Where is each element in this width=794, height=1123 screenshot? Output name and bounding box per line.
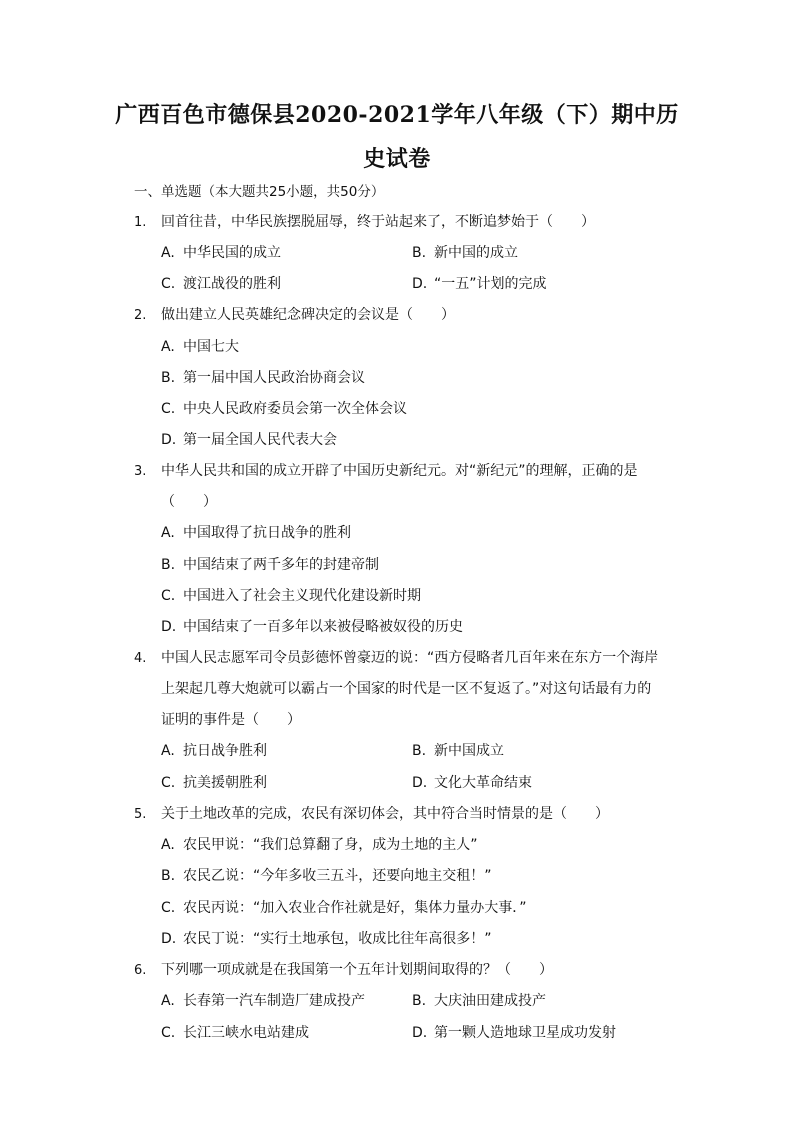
option: C. 农民丙说：“加入农业合作社就是好，集体力量办大事．”	[161, 900, 527, 916]
question-number: 4.	[134, 651, 147, 666]
option: B. 大庆油田建成投产	[412, 993, 546, 1009]
question-number: 5.	[134, 807, 147, 822]
option: A. 中华民国的成立	[161, 245, 281, 261]
option: C. 长江三峡水电站建成	[161, 1025, 309, 1041]
question-text: 关于土地改革的完成，农民有深切体会，其中符合当时情景的是（ ）	[161, 806, 609, 822]
option: D. 中国结束了一百多年以来被侵略被奴役的历史	[161, 619, 463, 635]
option: D. 农民丁说：“实行土地承包，收成比往年高很多！”	[161, 931, 492, 947]
option: B. 新中国的成立	[412, 245, 518, 261]
option: A. 中国七大	[161, 339, 239, 355]
question-number: 6.	[134, 963, 147, 978]
option: B. 农民乙说：“今年多收三五斗，还要向地主交租！”	[161, 868, 492, 884]
option: D. 文化大革命结束	[412, 775, 532, 791]
option: D. “一五”计划的完成	[412, 276, 547, 292]
exam-title-line-2: 史试卷	[363, 146, 431, 172]
question-text: 中国人民志愿军司令员彭德怀曾豪迈的说：“西方侵略者几百年来在东方一个海岸	[161, 650, 659, 666]
option: D. 第一届全国人民代表大会	[161, 432, 337, 448]
option: A. 农民甲说：“我们总算翻了身，成为土地的主人”	[161, 837, 478, 853]
question-text-continued: 证明的事件是（ ）	[161, 712, 301, 728]
option: C. 渡江战役的胜利	[161, 276, 281, 292]
option: A. 长春第一汽车制造厂建成投产	[161, 993, 365, 1009]
question-text: 下列哪一项成就是在我国第一个五年计划期间取得的？（ ）	[161, 962, 553, 978]
option: C. 抗美援朝胜利	[161, 775, 267, 791]
question-text-continued: 上架起几尊大炮就可以霸占一个国家的时代是一区不复返了。”对这句话最有力的	[161, 681, 652, 697]
option: B. 中国结束了两千多年的封建帝制	[161, 557, 379, 573]
question-number: 1.	[134, 215, 147, 230]
question-text: 做出建立人民英雄纪念碑决定的会议是（ ）	[161, 307, 455, 323]
option: D. 第一颗人造地球卫星成功发射	[412, 1025, 616, 1041]
option: A. 抗日战争胜利	[161, 743, 267, 759]
question-text: 回首往昔，中华民族摆脱屈辱，终于站起来了，不断追梦始于（ ）	[161, 214, 595, 230]
option: A. 中国取得了抗日战争的胜利	[161, 525, 351, 541]
question-text: 中华人民共和国的成立开辟了中国历史新纪元。对“新纪元”的理解，正确的是	[161, 463, 638, 479]
question-number: 3.	[134, 464, 147, 479]
exam-title-line-1: 广西百色市德保县2020-2021学年八年级（下）期中历	[115, 102, 679, 128]
option: C. 中国进入了社会主义现代化建设新时期	[161, 588, 421, 604]
option: C. 中央人民政府委员会第一次全体会议	[161, 401, 407, 417]
option: B. 第一届中国人民政治协商会议	[161, 370, 365, 386]
option: B. 新中国成立	[412, 743, 504, 759]
section-heading: 一、单选题（本大题共25小题，共50分）	[134, 184, 385, 200]
question-number: 2.	[134, 308, 147, 323]
question-text-continued: （ ）	[161, 494, 217, 510]
